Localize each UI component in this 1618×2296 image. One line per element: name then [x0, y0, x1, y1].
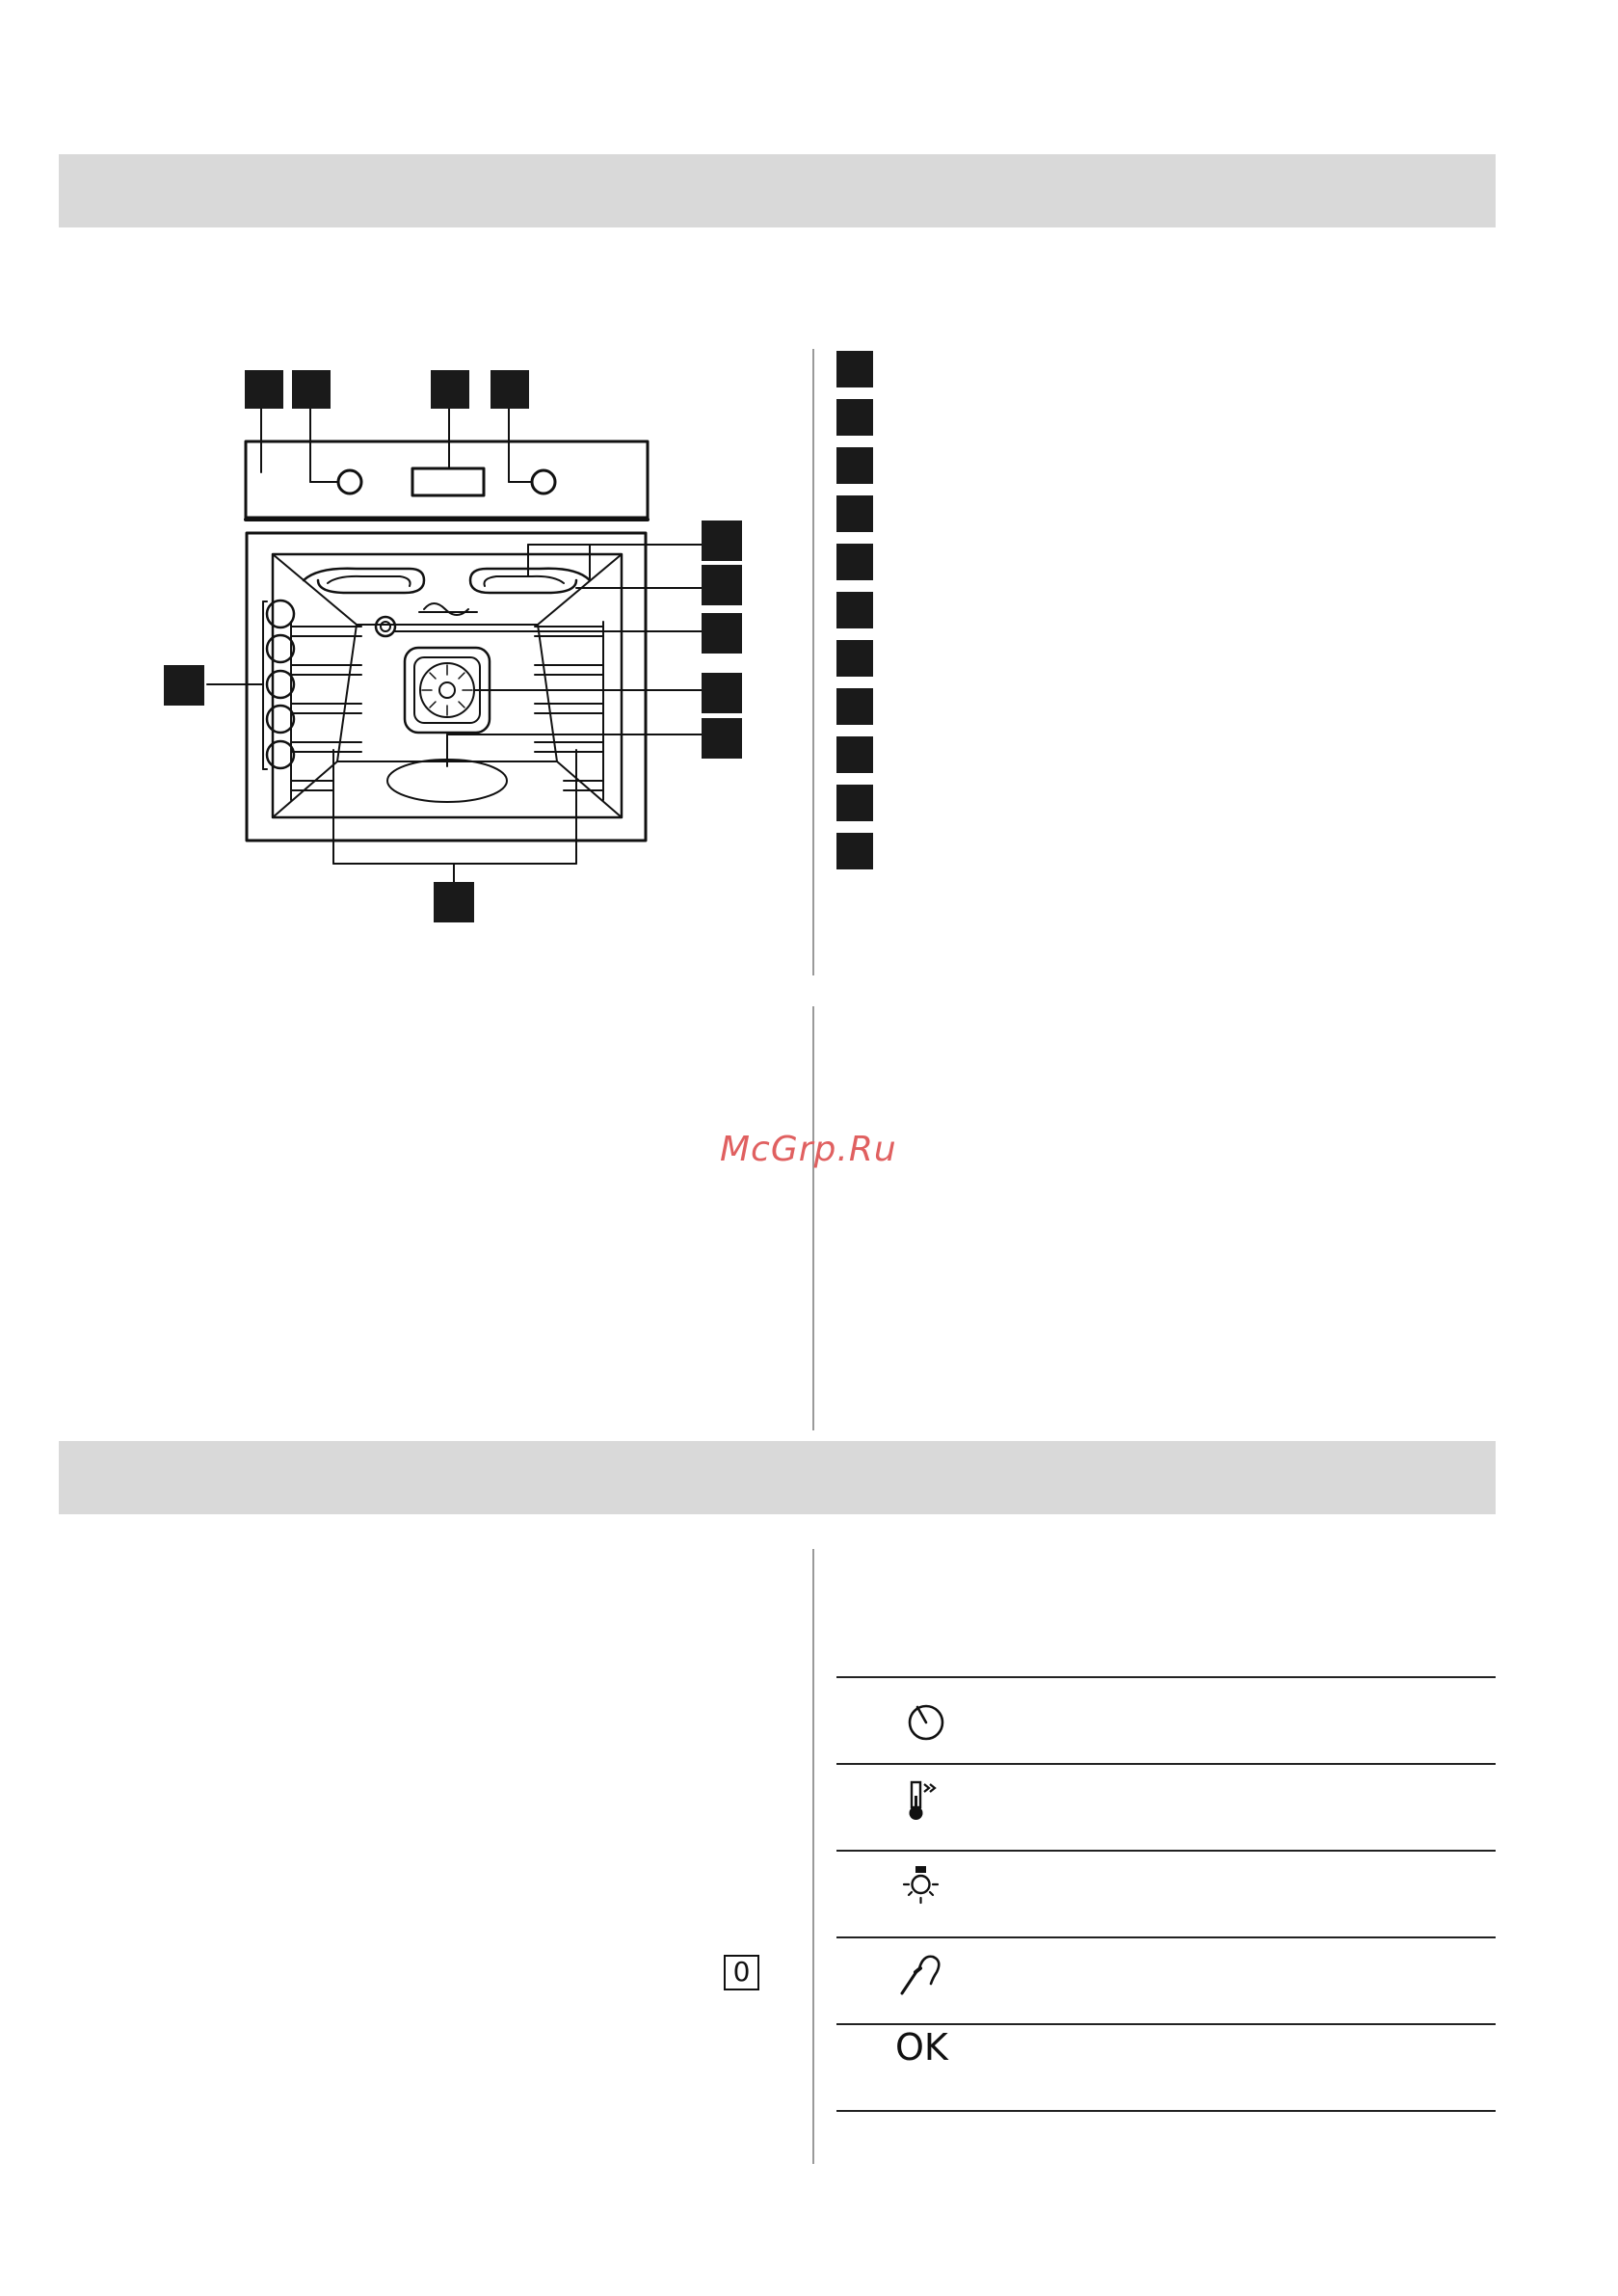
legend-square-6: [836, 592, 873, 628]
callout-square-8: [702, 673, 742, 713]
shelf-supports-right: [535, 622, 603, 800]
table-rule: [836, 2110, 1496, 2112]
callout-square-7: [702, 613, 742, 654]
column-divider: [812, 1549, 814, 2164]
legend-square-8: [836, 688, 873, 725]
table-rule: [836, 1676, 1496, 1678]
legend-square-11: [836, 833, 873, 869]
legend-square-10: [836, 785, 873, 821]
oven-diagram: [154, 361, 771, 940]
legend-square-3: [836, 447, 873, 484]
legend-square-7: [836, 640, 873, 677]
callout-square-6: [702, 565, 742, 605]
table-rule: [836, 1936, 1496, 1938]
callout-square-4: [491, 370, 529, 409]
callout-square-11: [434, 882, 474, 922]
heating-element-left: [304, 569, 424, 593]
knob-right: [532, 470, 555, 494]
watermark: McGrp.Ru: [720, 1130, 897, 1169]
display-window: [412, 468, 484, 495]
ok-icon: OK: [895, 2026, 948, 2069]
thermometer-icon: [894, 1776, 948, 1830]
light-icon: [894, 1863, 948, 1917]
control-panel-outline: [246, 441, 648, 518]
callout-square-9: [702, 718, 742, 759]
timer-icon: [894, 1694, 948, 1748]
section-header-band-control-panel: [59, 1441, 1496, 1514]
lamp: [376, 617, 395, 636]
section-header-band-general-overview: [59, 154, 1496, 227]
column-divider: [812, 349, 814, 975]
legend-square-4: [836, 495, 873, 532]
legend-square-9: [836, 736, 873, 773]
callout-square-5: [702, 521, 742, 561]
oven-cavity: [273, 554, 622, 817]
legend-square-1: [836, 351, 873, 387]
callout-square-3: [431, 370, 469, 409]
core-probe-icon: [894, 1949, 948, 2003]
callout-square-10: [164, 665, 204, 706]
table-rule: [836, 1850, 1496, 1852]
shelf-supports-left: [291, 622, 361, 800]
table-rule: [836, 2023, 1496, 2025]
callout-square-2: [292, 370, 331, 409]
knob-left: [338, 470, 361, 494]
shelf-position-circles: [267, 601, 294, 768]
display-digit-box: 0: [724, 1955, 759, 1990]
legend-square-2: [836, 399, 873, 436]
legend-square-5: [836, 544, 873, 580]
table-rule: [836, 1763, 1496, 1765]
heating-element-right: [470, 569, 590, 593]
callout-square-1: [245, 370, 283, 409]
column-divider: [812, 1006, 814, 1430]
